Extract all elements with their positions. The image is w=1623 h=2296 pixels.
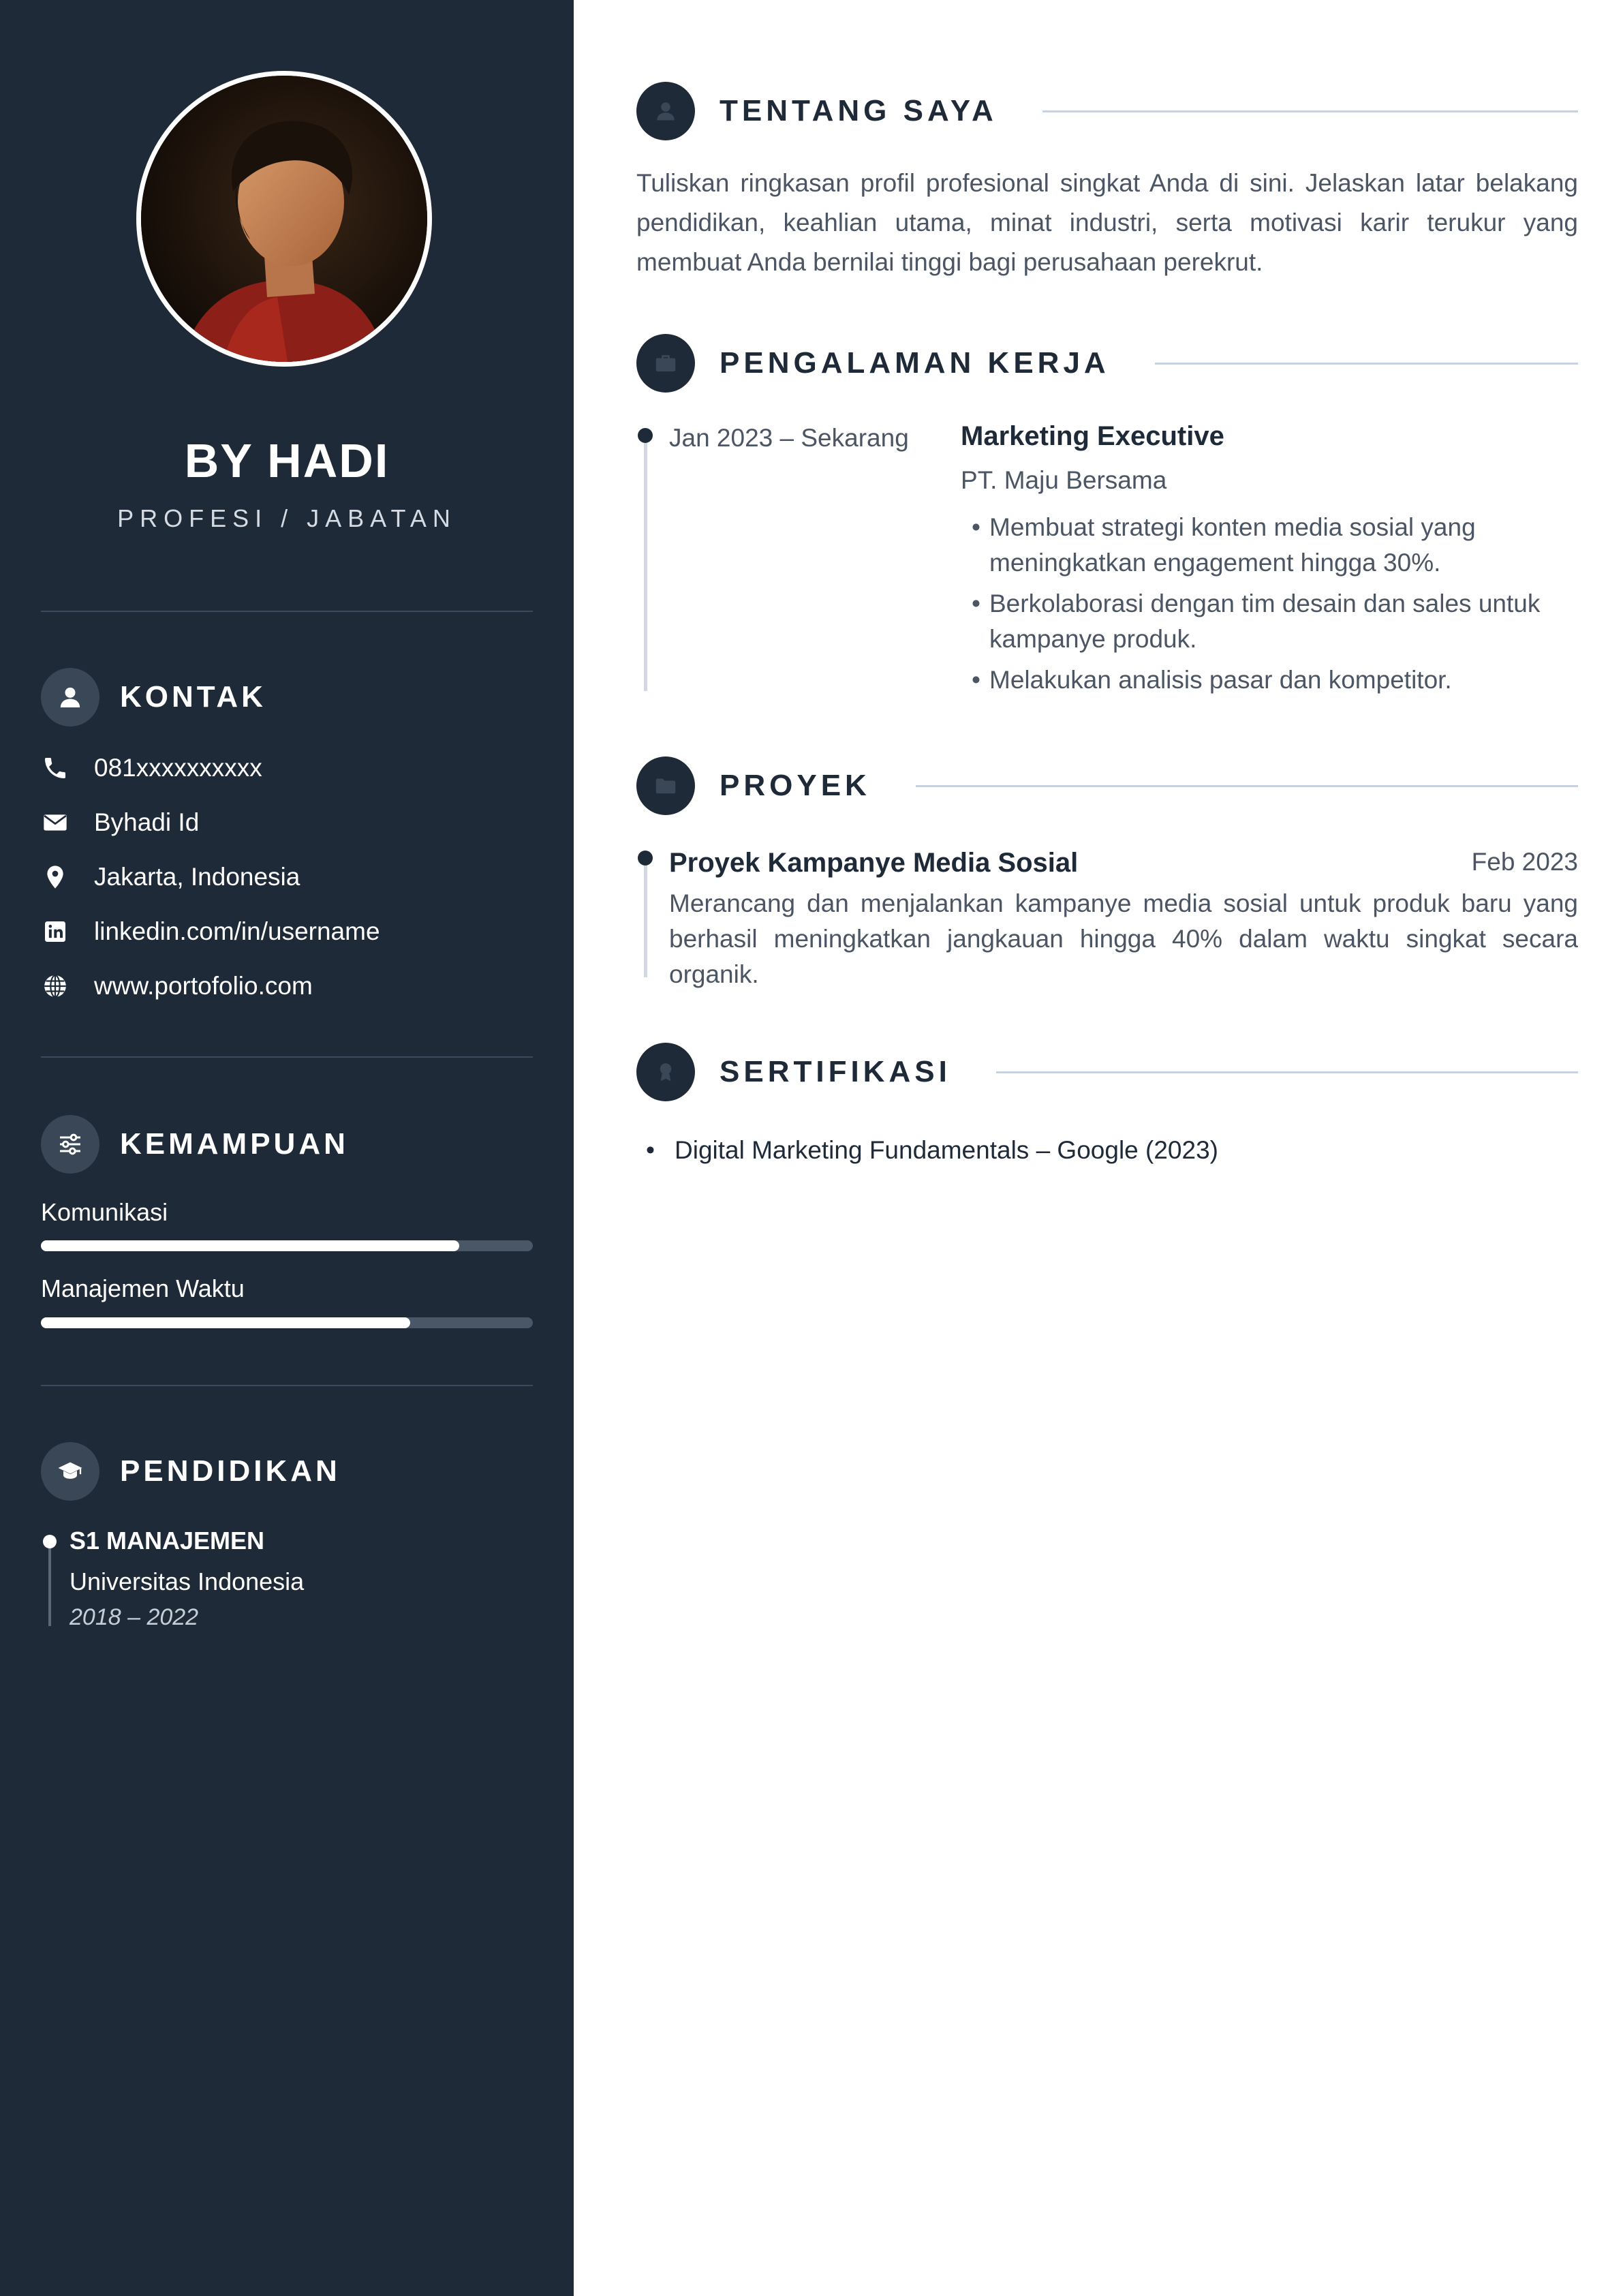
skill-bar [41, 1240, 533, 1251]
contact-email-text: Byhadi Id [94, 808, 200, 836]
skill-name: Komunikasi [41, 1198, 168, 1226]
skills-heading [41, 1115, 349, 1174]
experience-date: Jan 2023 – Sekarang [669, 424, 909, 452]
award-icon [636, 1043, 695, 1101]
projects-heading [636, 756, 1578, 815]
profile-name: BY HADI [184, 434, 390, 487]
experience-bullet: • Membuat strategi konten media sosial yang meningkatkan engagement hingga 30%. [972, 510, 1585, 581]
experience-timeline-dot [638, 428, 653, 443]
portrait-image [141, 76, 427, 362]
briefcase-icon [636, 334, 695, 393]
about-title: TENTANG SAYA [720, 94, 998, 127]
project-description: Merancang dan menjalankan kampanye media sosial untuk produk baru yang berhasil meningkatkan jangkauan hingga 40% dalam waktu singkat secara organik. [669, 889, 1578, 988]
sliders-icon [41, 1115, 99, 1174]
experience-bullet: • Berkolaborasi dengan tim desain dan sales untuk kampanye produk. [972, 586, 1585, 657]
education-timeline-line [48, 1542, 51, 1626]
sidebar-divider [41, 1385, 533, 1386]
project-date: Feb 2023 [1471, 848, 1578, 876]
linkedin-icon [41, 917, 69, 946]
education-school: Universitas Indonesia [69, 1567, 305, 1595]
contact-location [41, 860, 300, 894]
skill-bar-fill [41, 1317, 410, 1328]
contact-phone-text: 081xxxxxxxxxx [94, 754, 262, 782]
contact-linkedin[interactable] [41, 915, 380, 949]
section-rule [916, 785, 1578, 787]
section-rule [996, 1071, 1578, 1073]
skill-bar [41, 1317, 533, 1328]
about-heading [636, 82, 1578, 140]
sidebar-divider [41, 1056, 533, 1058]
certification-item: • Digital Marketing Fundamentals – Google (2023) [643, 1133, 1218, 1168]
project-name: Proyek Kampanye Media Sosial [669, 848, 1079, 878]
education-heading [41, 1442, 341, 1501]
project-timeline-line [644, 861, 647, 977]
about-text: Tuliskan ringkasan profil profesional singkat Anda di sini. Jelaskan latar belakang pendidikan, keahlian utama, minat industri, serta motivasi karir terukur yang membuat Anda bernilai tinggi bagi perusahaan perekrut. [636, 169, 1578, 276]
experience-title: PENGALAMAN KERJA [720, 346, 1110, 380]
sidebar-divider [41, 611, 533, 612]
contact-email[interactable] [41, 806, 199, 840]
envelope-icon [41, 808, 69, 837]
contact-title: KONTAK [120, 680, 266, 714]
sidebar [0, 0, 574, 2296]
certifications-list [643, 1133, 1218, 1168]
certifications-title: SERTIFIKASI [720, 1055, 951, 1088]
education-degree: S1 MANAJEMEN [69, 1527, 265, 1555]
contact-heading [41, 668, 266, 726]
folder-icon [636, 756, 695, 815]
education-title: PENDIDIKAN [120, 1454, 341, 1488]
education-timeline-dot [43, 1535, 57, 1548]
experience-bullet: • Melakukan analisis pasar dan kompetitor. [972, 662, 1585, 698]
skill-bar-fill [41, 1240, 459, 1251]
experience-bullets [972, 510, 1585, 703]
contact-website-text: www.portofolio.com [94, 972, 313, 1000]
phone-icon [41, 754, 69, 782]
contact-website[interactable] [41, 969, 313, 1003]
education-years: 2018 – 2022 [69, 1604, 199, 1630]
skills-title: KEMAMPUAN [120, 1127, 349, 1161]
experience-position: Marketing Executive [961, 421, 1224, 451]
user-icon [636, 82, 695, 140]
projects-title: PROYEK [720, 769, 871, 802]
profile-photo [136, 71, 432, 367]
certifications-heading [636, 1043, 1578, 1101]
contact-location-text: Jakarta, Indonesia [94, 863, 300, 891]
project-timeline-dot [638, 851, 653, 866]
skill-name: Manajemen Waktu [41, 1274, 245, 1302]
contact-linkedin-text: linkedin.com/in/username [94, 917, 380, 945]
map-pin-icon [41, 863, 69, 891]
user-icon [41, 668, 99, 726]
experience-company: PT. Maju Bersama [961, 466, 1167, 494]
section-rule [1042, 110, 1578, 112]
section-rule [1155, 363, 1578, 365]
profile-role: PROFESI / JABATAN [117, 504, 457, 532]
graduation-cap-icon [41, 1442, 99, 1501]
experience-heading [636, 334, 1578, 393]
contact-phone[interactable] [41, 751, 262, 785]
experience-timeline-line [644, 436, 647, 691]
globe-icon [41, 972, 69, 1000]
